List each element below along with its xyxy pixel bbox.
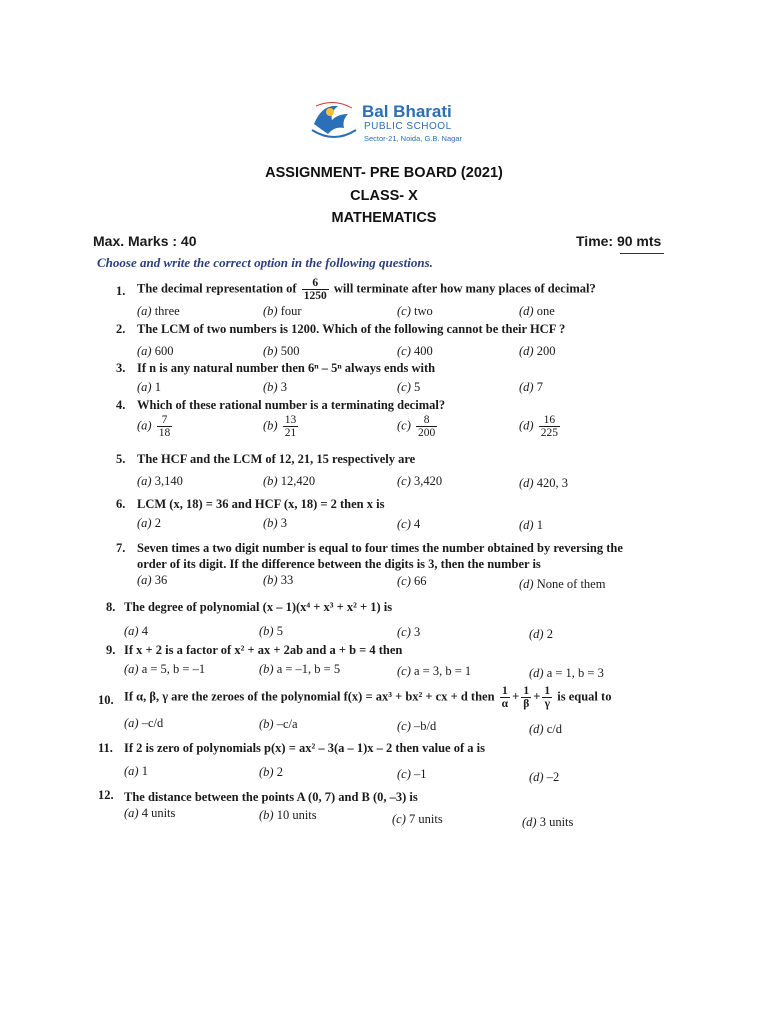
option-d: (d) 7 [519, 380, 543, 394]
fraction: $\frac{6}{1250}$ [303, 277, 327, 302]
option-c: (c) 3,420 [397, 474, 443, 488]
option-b: (b) four [263, 304, 302, 318]
option-b: (b) 500 [263, 344, 300, 358]
option-a: (a) 4 [124, 624, 148, 638]
option-d: (d) –2 [529, 770, 560, 784]
option-a: (a) 4 units [124, 806, 176, 820]
option-a: (a) three [137, 304, 180, 318]
option-c: (c) –b/d [397, 719, 437, 733]
option-d: (d) one [519, 304, 555, 318]
question-text: Seven times a two digit number is equal to four times the number obtained by reversing the [137, 541, 623, 555]
option-b: (b) 3 [263, 516, 287, 530]
option-a: (a) 1 [137, 380, 161, 394]
option-a: (a) a = 5, b = –1 [124, 662, 206, 676]
question-text: The degree of polynomial (x – 1)(x⁴ + x³ + x² + 1) is [124, 600, 393, 614]
option-d: (d) 200 [519, 344, 556, 358]
option-c: (c) 5 [397, 380, 421, 394]
time-allowed: Time: 90 mts [576, 233, 662, 249]
question-number: 1. [116, 284, 126, 298]
option-a: (a) $\frac{7}{18}$ [137, 414, 171, 439]
question-text: If n is any natural number then 6ⁿ – 5ⁿ always ends with [137, 361, 436, 375]
option-c: (c) $\frac{8}{200}$ [397, 414, 436, 439]
option-c: (c) 4 [397, 517, 421, 531]
assignment-page: Bal Bharati PUBLIC SCHOOL Sector-21, Noida, G.B. Nagar ASSIGNMENT- PRE BOARD (2021) CLASS- X MATHEMATICS Max. Marks : 40 Time: 90 mts Choose and write the correct option in the following questions. 1. The decimal representation of $\frac{6}{1250}$ will terminate after how many places of decimal? (a) three (b) four (c) two (d) one 2. The LCM of two numbers is 1200. Which of the following cannot be their HCF ? (a) 600 (b) 500 (c) 400 (d) 200 3. If n is any natural number then 6ⁿ – 5ⁿ always ends with (a) 1 (b) 3 (c) 5 (d) 7 4. Which of these rational number is a terminating decimal? (a) $\frac{7}{18}$ (b) $\frac{13}{21}$ (c) $\frac{8}{200}$ (d) $\frac{16}{225}$ 5. The HCF and the LCM of 12, 21, 15 respectively are (a) 3,140 (b) 12,420 (c) 3,420 (d) 420, 3 6. LCM (x, 18) = 36 and HCF (x, 18) = 2 then x is (a) 2 (b) 3 (c) 4 (d) 1 7. Seven times a two digit number is equal to four times the number obtained by reversing the order of its digit. If the difference between the digits is 3, then the number is (a) 36 (b) 33 (c) 66 (d) None of them 8. The degree of polynomial (x – 1)(x⁴ + x³ + x² + 1) is (a) 4 (b) 5 (c) 3 (d) 2 9. If x + 2 is a factor of x² + ax + 2ab and a + b = 4 then (a) a = 5, b = –1 (b) a = –1, b = 5 (c) a = 3, b = 1 (d) a = 1, b = 3 10. If α, β, γ are the zeroes of the polynomial f(x) = ax³ + bx² + cx + d then $\frac{1}{\alpha}$ + $\frac{1}{\beta}$ + $\frac{1}{\gamma}$ is equal to (a) –c/d (b) –c/a (c) –b/d (d) c/d 11. If 2 is zero of polynomials p(x) = ax² – 3(a – 1)x – 2 then value of a is (a) 1 (b) 2 (c) –1 (d) –2 12. The distance between the points A (0, 7) and B (0, –3) is (a) 4 units (b) 10 units (c) 7 units (d) 3 units [0, 0, 768, 1024]
question-text: If α, β, γ are the zeroes of the polynomial f(x) = ax³ + bx² + cx + d then $\frac{1}{\alpha}$ + $\frac{1}{\beta}$ + $\frac{1}{\gamma}$ is equal to [124, 685, 612, 710]
school-subtitle: PUBLIC SCHOOL [364, 121, 452, 132]
option-a: (a) 1 [124, 764, 148, 778]
option-c: (c) a = 3, b = 1 [397, 664, 472, 678]
option-b: (b) $\frac{13}{21}$ [263, 414, 297, 439]
school-address: Sector-21, Noida, G.B. Nagar [364, 134, 462, 143]
option-d: (d) 3 units [522, 815, 574, 829]
school-logo [308, 100, 468, 150]
question-text: If 2 is zero of polynomials p(x) = ax² – 3(a – 1)x – 2 then value of a is [124, 741, 485, 755]
option-a: (a) –c/d [124, 716, 164, 730]
instruction-text: Choose and write the correct option in the following questions. [97, 255, 433, 270]
option-a: (a) 36 [137, 573, 168, 587]
option-b: (b) 33 [263, 573, 294, 587]
max-marks: Max. Marks : 40 [93, 233, 197, 249]
assignment-title: ASSIGNMENT- PRE BOARD (2021) [265, 165, 503, 181]
option-a: (a) 3,140 [137, 474, 183, 488]
option-b: (b) 10 units [259, 808, 317, 822]
option-b: (b) 5 [259, 624, 283, 638]
option-c: (c) two [397, 304, 433, 318]
question-text: The LCM of two numbers is 1200. Which of the following cannot be their HCF ? [137, 322, 566, 336]
option-a: (a) 600 [137, 344, 174, 358]
option-d: (d) 2 [529, 627, 553, 641]
option-d: (d) 420, 3 [519, 476, 568, 490]
school-emblem-icon [308, 100, 360, 146]
question-text-line-2: order of its digit. If the difference between the digits is 3, then the number is [137, 557, 541, 571]
question-text: The decimal representation of $\frac{6}{1250}$ will terminate after how many places of decimal? [137, 277, 596, 302]
subject-heading: MATHEMATICS [331, 210, 437, 226]
option-d: (d) a = 1, b = 3 [529, 666, 604, 680]
time-underline [620, 253, 664, 254]
class-heading: CLASS- X [350, 188, 418, 204]
option-b: (b) 2 [259, 765, 283, 779]
option-b: (b) a = –1, b = 5 [259, 662, 341, 676]
question-text: If x + 2 is a factor of x² + ax + 2ab and a + b = 4 then [124, 643, 403, 657]
option-a: (a) 2 [137, 516, 161, 530]
question-text: Which of these rational number is a terminating decimal? [137, 398, 446, 412]
question-text: LCM (x, 18) = 36 and HCF (x, 18) = 2 then x is [137, 497, 385, 511]
option-c: (c) 66 [397, 574, 427, 588]
option-c: (c) –1 [397, 767, 427, 781]
option-c: (c) 400 [397, 344, 433, 358]
option-d: (d) None of them [519, 577, 606, 591]
option-c: (c) 3 [397, 625, 421, 639]
option-d: (d) 1 [519, 518, 543, 532]
option-b: (b) 12,420 [263, 474, 316, 488]
option-d: (d) $\frac{16}{225}$ [519, 414, 558, 439]
question-text: The distance between the points A (0, 7) and B (0, –3) is [124, 790, 418, 804]
school-name: Bal Bharati [362, 102, 452, 121]
option-c: (c) 7 units [392, 812, 443, 826]
option-b: (b) –c/a [259, 717, 298, 731]
option-d: (d) c/d [529, 722, 562, 736]
option-b: (b) 3 [263, 380, 287, 394]
question-text: The HCF and the LCM of 12, 21, 15 respectively are [137, 452, 416, 466]
